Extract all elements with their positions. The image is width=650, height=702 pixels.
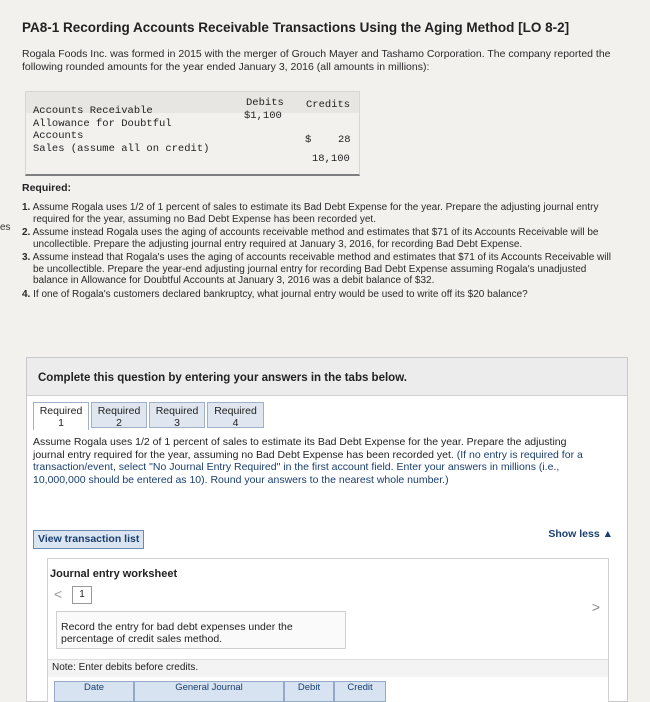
tab-required-4[interactable]: Required 4 — [207, 402, 264, 428]
complete-bar — [27, 358, 627, 396]
column-header-general-journal: General Journal — [134, 681, 284, 702]
page-number[interactable]: 1 — [72, 586, 92, 604]
column-header-debit: Debit — [284, 681, 334, 702]
column-header-date: Date — [54, 681, 134, 702]
side-fragment: es — [0, 222, 11, 233]
account-name: Allowance for Doubtful — [33, 118, 172, 130]
required-label: Required: — [22, 182, 72, 194]
account-credit: 28 — [338, 134, 351, 146]
list-item: 3. Assume instead that Rogala's uses the aging of accounts receivable method and estimates that $71 of its Accounts Receivable will be uncollectible. Prepare the year-end adjusting journal entry for recording Bad Debt Expense assuming Rogala's unadjusted balance in Allowance for Doubtful Accounts at January 3, 2016 was a debit balance of $32. — [22, 252, 611, 286]
list-item: 4. If one of Rogala's customers declared bankruptcy, what journal entry would be used to write off its $20 balance? — [22, 288, 528, 300]
accounts-table — [25, 91, 360, 176]
tab-required-2[interactable]: Required 2 — [91, 402, 147, 428]
page-title: PA8-1 Recording Accounts Receivable Transactions Using the Aging Method [LO 8-2] — [22, 20, 570, 35]
journal-title: Journal entry worksheet — [50, 568, 178, 580]
account-credit-symbol: $ — [305, 134, 312, 146]
instruction-text: Assume Rogala uses 1/2 of 1 percent of sales to estimate its Bad Debt Expense for the year. Prepare the adjusting journal entry required for the year, assuming no Bad Debt Expense has been recorded yet. (If no entry is required for a transaction/event, select "No Journal Entry Required" in the first account field. Enter your answers in millions (i.e., 10,000,000 should be entered as 10). Round your answers to the nearest whole number.) — [33, 436, 583, 486]
tab-required-1[interactable]: Required 1 — [33, 402, 89, 430]
caret-up-icon: ▲ — [602, 528, 613, 540]
journal-entry-worksheet — [47, 558, 609, 702]
account-credit: 18,100 — [312, 153, 350, 165]
account-name: Sales (assume all on credit) — [33, 143, 210, 155]
debits-header: Debits — [246, 97, 284, 109]
list-item: 2. Assume instead Rogala uses the aging of accounts receivable method and estimates that $71 of its Accounts Receivable will be uncollectible. Prepare the adjusting journal entry required at January 3, 2016, for recording Bad Debt Expense. — [22, 227, 599, 250]
question-panel — [26, 357, 628, 702]
credits-header: Credits — [306, 99, 351, 111]
column-header-credit: Credit — [334, 681, 386, 702]
show-less-link[interactable]: Show less ▲ — [548, 528, 613, 540]
account-debit: $1,100 — [244, 110, 282, 122]
note-bar — [48, 659, 608, 677]
view-transaction-list-button[interactable]: View transaction list — [33, 530, 144, 549]
tab-required-3[interactable]: Required 3 — [149, 402, 205, 428]
chevron-right-icon[interactable]: > — [591, 599, 600, 615]
account-name: Accounts — [33, 130, 84, 142]
intro-text: Rogala Foods Inc. was formed in 2015 with the merger of Grouch Mayer and Tashamo Corporation. The company reported the following rounded amounts for the year ended January 3, 2016 (all amounts in millions): — [22, 48, 611, 73]
chevron-left-icon[interactable]: < — [54, 586, 63, 602]
record-instruction: Record the entry for bad debt expenses under the percentage of credit sales method. — [56, 611, 346, 649]
note-text: Note: Enter debits before credits. — [52, 662, 199, 673]
complete-prompt: Complete this question by entering your answers in the tabs below. — [38, 372, 407, 384]
requirements-list — [22, 202, 622, 302]
list-item: 1. Assume Rogala uses 1/2 of 1 percent of sales to estimate its Bad Debt Expense for the year. Prepare the adjusting journal entry required for the year, assuming no Bad Debt Expense has been recorded yet. — [22, 202, 599, 225]
account-name: Accounts Receivable — [33, 105, 153, 117]
